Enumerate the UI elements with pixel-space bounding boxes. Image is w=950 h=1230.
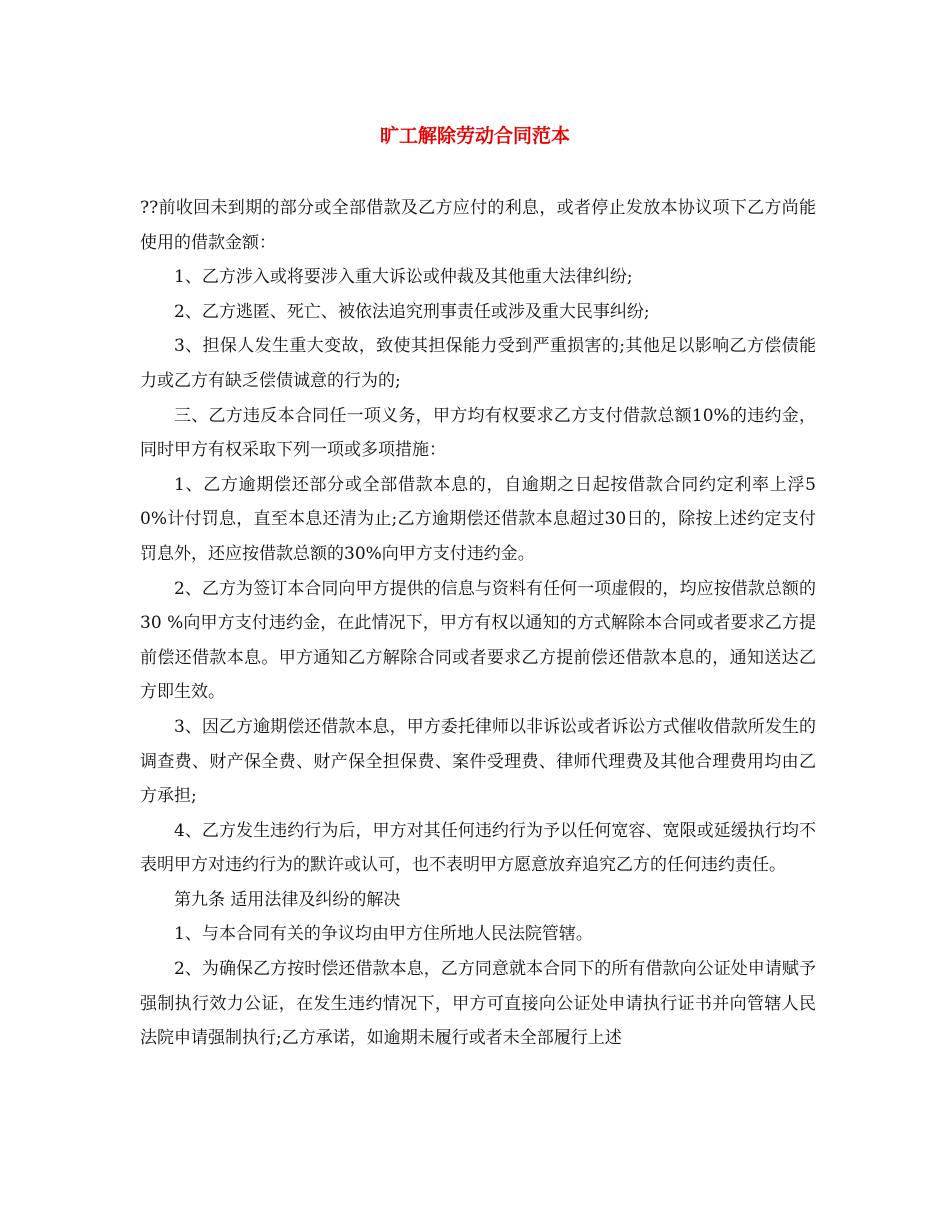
paragraph-item-3: 3、担保人发生重大变故，致使其担保能力受到严重损害的;其他足以影响乙方偿债能力或乙方有缺乏偿债诚意的行为的; (140, 336, 816, 391)
paragraph-measure-2: 2、乙方为签订本合同向甲方提供的信息与资料有任何一项虚假的，均应按借款总额的 30 %向甲方支付违约金，在此情况下，甲方有权以通知的方式解除本合同或者要求乙方提前偿还借款本息。甲方通知乙方解除合同或者要求乙方提前偿还借款本息的，通知送达乙方即生效。 (140, 578, 816, 703)
article-9-heading: 第九条 适用法律及纠纷的解决 (174, 889, 401, 910)
paragraph-measure-3: 3、因乙方逾期偿还借款本息，甲方委托律师以非诉讼或者诉讼方式催收借款所发生的调查费、财产保全费、财产保全担保费、案件受理费、律师代理费及其他合理费用均由乙方承担; (140, 716, 816, 807)
paragraph-dispute-1: 1、与本合同有关的争议均由甲方住所地人民法院管辖。 (174, 924, 593, 945)
document-title: 旷工解除劳动合同范本 (379, 125, 570, 147)
paragraph-continuation: ??前收回未到期的部分或全部借款及乙方应付的利息，或者停止发放本协议项下乙方尚能使用的借款金额： (140, 198, 816, 253)
paragraph-section-3: 三、乙方违反本合同任一项义务，甲方均有权要求乙方支付借款总额10%的违约金，同时甲方有权采取下列一项或多项措施： (140, 405, 816, 461)
paragraph-item-1: 1、乙方涉入或将要涉入重大诉讼或仲裁及其他重大法律纠纷; (174, 267, 633, 288)
paragraph-measure-1: 1、乙方逾期偿还部分或全部借款本息的，自逾期之日起按借款合同约定利率上浮50%计付罚息，直至本息还清为止;乙方逾期偿还借款本息超过30日的，除按上述约定支付罚息外，还应按借款总额的30%向甲方支付违约金。 (140, 474, 816, 564)
paragraph-item-2: 2、乙方逃匿、死亡、被依法追究刑事责任或涉及重大民事纠纷; (174, 301, 650, 322)
paragraph-measure-4: 4、乙方发生违约行为后，甲方对其任何违约行为予以任何宽容、宽限或延缓执行均不表明甲方对违约行为的默许或认可，也不表明甲方愿意放弃追究乙方的任何违约责任。 (140, 820, 816, 876)
paragraph-dispute-2: 2、为确保乙方按时偿还借款本息，乙方同意就本合同下的所有借款向公证处申请赋予强制执行效力公证，在发生违约情况下，甲方可直接向公证处申请执行证书并向管辖人民法院申请强制执行;乙方承诺，如逾期未履行或者未全部履行上述 (140, 959, 816, 1049)
document-body (140, 191, 816, 1056)
